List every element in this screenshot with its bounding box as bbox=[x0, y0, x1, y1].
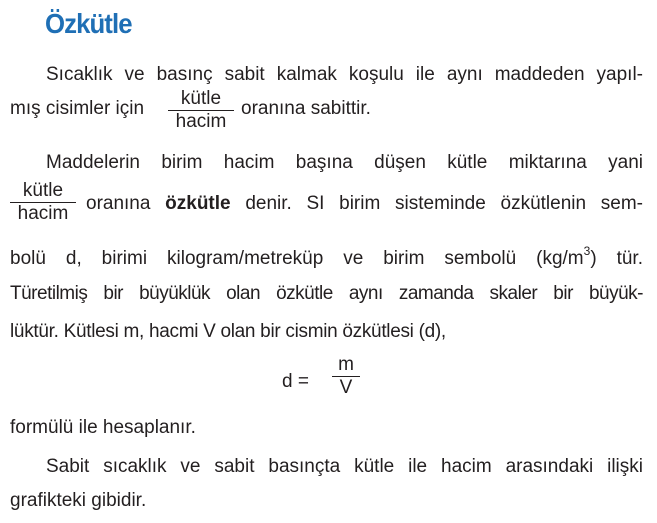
formula-denominator: V bbox=[339, 377, 353, 398]
paragraph-2-line-5: lüktür. Kütlesi m, hacmi V olan bir cismin özkütlesi (d), bbox=[10, 321, 446, 342]
paragraph-2-line-3-start: bolü d, birimi kilogram/metreküp ve birim sembolü (kg/m bbox=[10, 248, 584, 269]
mass-volume-fraction-1 bbox=[168, 88, 234, 133]
paragraph-2-line-1: Maddelerin birim hacim başına düşen kütle miktarına yani bbox=[46, 152, 643, 173]
paragraph-2-line-3-end: ) tür. bbox=[590, 248, 643, 269]
paragraph-1-line-1: Sıcaklık ve basınç sabit kalmak koşulu ile aynı maddeden yapıl- bbox=[46, 64, 643, 85]
paragraph-1-line-2-start: mış cisimler için bbox=[10, 98, 145, 119]
fraction-denominator: hacim bbox=[17, 203, 69, 224]
section-title: Özkütle bbox=[45, 8, 132, 39]
paragraph-4-line-2: grafikteki gibidir. bbox=[10, 490, 147, 511]
paragraph-2-line-2-start: oranına bbox=[86, 193, 151, 214]
paragraph-2-line-2-end: denir. SI birim sisteminde özkütlenin sem- bbox=[245, 193, 643, 214]
fraction-denominator: hacim bbox=[175, 111, 227, 132]
fraction-numerator: kütle bbox=[180, 88, 222, 109]
paragraph-3: formülü ile hesaplanır. bbox=[10, 417, 196, 438]
paragraph-2-line-2 bbox=[86, 193, 643, 215]
paragraph-1-line-2-end: oranına sabittir. bbox=[241, 98, 371, 119]
paragraph-2-line-3 bbox=[10, 244, 643, 270]
paragraph-2-line-4: Türetilmiş bir büyüklük olan özkütle aynı zamanda skaler bir büyük- bbox=[10, 283, 643, 304]
formula-lhs: d = bbox=[282, 371, 309, 392]
mass-volume-fraction-2 bbox=[10, 180, 76, 225]
unit-exponent: 3 bbox=[583, 244, 591, 258]
density-term: özkütle bbox=[165, 193, 231, 214]
fraction-numerator: kütle bbox=[22, 180, 64, 201]
formula-numerator: m bbox=[338, 354, 354, 375]
paragraph-4-line-1: Sabit sıcaklık ve sabit basınçta kütle ile hacim arasındaki ilişki bbox=[46, 456, 643, 477]
density-formula-fraction bbox=[332, 354, 360, 399]
